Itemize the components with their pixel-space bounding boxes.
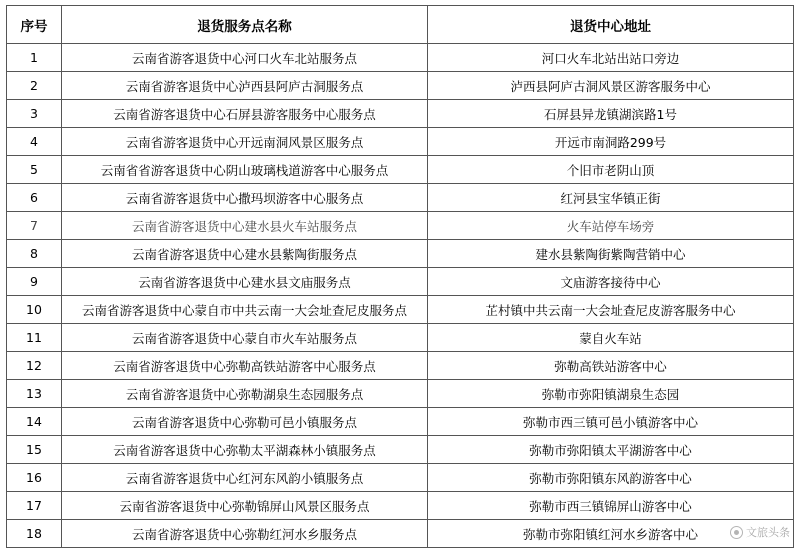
row-service-point-name: 云南省游客退货中心建水县紫陶街服务点 [62, 240, 428, 268]
row-service-point-name: 云南省游客退货中心建水县文庙服务点 [62, 268, 428, 296]
table-row [7, 352, 794, 380]
row-address: 泸西县阿庐古洞风景区游客服务中心 [428, 72, 794, 100]
table-row [7, 408, 794, 436]
row-service-point-name: 云南省游客退货中心泸西县阿庐古洞服务点 [62, 72, 428, 100]
row-index: 6 [7, 184, 62, 212]
row-index: 1 [7, 44, 62, 72]
row-index: 5 [7, 156, 62, 184]
row-service-point-name: 云南省游客退货中心弥勒可邑小镇服务点 [62, 408, 428, 436]
row-address: 石屏县异龙镇湖滨路1号 [428, 100, 794, 128]
row-service-point-name: 云南省游客退货中心石屏县游客服务中心服务点 [62, 100, 428, 128]
table-row [7, 156, 794, 184]
row-index: 9 [7, 268, 62, 296]
row-address: 个旧市老阴山顶 [428, 156, 794, 184]
header-return-center-address: 退货中心地址 [428, 6, 794, 44]
row-address: 弥勒市弥阳镇东风韵游客中心 [428, 464, 794, 492]
table-row [7, 128, 794, 156]
row-index: 15 [7, 436, 62, 464]
row-address: 开远市南洞路299号 [428, 128, 794, 156]
row-service-point-name: 云南省游客退货中心红河东风韵小镇服务点 [62, 464, 428, 492]
table-row [7, 268, 794, 296]
table-row [7, 492, 794, 520]
row-address: 红河县宝华镇正街 [428, 184, 794, 212]
row-address: 建水县紫陶街紫陶营销中心 [428, 240, 794, 268]
row-service-point-name: 云南省游客退货中心河口火车北站服务点 [62, 44, 428, 72]
row-address: 弥勒高铁站游客中心 [428, 352, 794, 380]
table-row [7, 44, 794, 72]
row-service-point-name: 云南省游客退货中心弥勒高铁站游客中心服务点 [62, 352, 428, 380]
row-service-point-name: 云南省省游客退货中心阴山玻璃栈道游客中心服务点 [62, 156, 428, 184]
row-address: 弥勒市弥阳镇红河水乡游客中心 [428, 520, 794, 548]
row-index: 13 [7, 380, 62, 408]
row-service-point-name: 云南省游客退货中心开远南洞风景区服务点 [62, 128, 428, 156]
service-points-table [6, 5, 794, 548]
row-index: 10 [7, 296, 62, 324]
row-service-point-name: 云南省游客退货中心蒙自市火车站服务点 [62, 324, 428, 352]
table-row [7, 240, 794, 268]
table-row [7, 184, 794, 212]
table-row [7, 100, 794, 128]
row-index: 14 [7, 408, 62, 436]
row-address: 弥勒市弥阳镇太平湖游客中心 [428, 436, 794, 464]
row-service-point-name: 云南省游客退货中心弥勒太平湖森林小镇服务点 [62, 436, 428, 464]
table-row [7, 380, 794, 408]
row-service-point-name: 云南省游客退货中心弥勒锦屏山风景区服务点 [62, 492, 428, 520]
row-address: 河口火车北站出站口旁边 [428, 44, 794, 72]
row-address: 弥勒市西三镇锦屏山游客中心 [428, 492, 794, 520]
row-service-point-name: 云南省游客退货中心弥勒红河水乡服务点 [62, 520, 428, 548]
row-index: 12 [7, 352, 62, 380]
row-index: 2 [7, 72, 62, 100]
row-index: 16 [7, 464, 62, 492]
row-index: 18 [7, 520, 62, 548]
row-index: 4 [7, 128, 62, 156]
watermark [730, 524, 790, 540]
row-index: 3 [7, 100, 62, 128]
table-row [7, 296, 794, 324]
row-address: 芷村镇中共云南一大会址查尼皮游客服务中心 [428, 296, 794, 324]
row-address: 文庙游客接待中心 [428, 268, 794, 296]
row-index: 17 [7, 492, 62, 520]
row-service-point-name: 云南省游客退货中心建水县火车站服务点 [62, 212, 428, 240]
table-row [7, 520, 794, 548]
table-row [7, 436, 794, 464]
table-row [7, 464, 794, 492]
row-address: 火车站停车场旁 [428, 212, 794, 240]
row-address: 蒙自火车站 [428, 324, 794, 352]
row-service-point-name: 云南省游客退货中心撒玛坝游客中心服务点 [62, 184, 428, 212]
table-row [7, 324, 794, 352]
row-address: 弥勒市西三镇可邑小镇游客中心 [428, 408, 794, 436]
table-row [7, 72, 794, 100]
circle-logo-icon [730, 526, 743, 539]
row-index: 7 [7, 212, 62, 240]
row-index: 8 [7, 240, 62, 268]
watermark-text: 文旅头条 [746, 526, 790, 539]
row-service-point-name: 云南省游客退货中心蒙自市中共云南一大会址查尼皮服务点 [62, 296, 428, 324]
row-index: 11 [7, 324, 62, 352]
table-row [7, 212, 794, 240]
row-service-point-name: 云南省游客退货中心弥勒湖泉生态园服务点 [62, 380, 428, 408]
row-address: 弥勒市弥阳镇湖泉生态园 [428, 380, 794, 408]
table-header-row [7, 6, 794, 44]
header-service-point-name: 退货服务点名称 [62, 6, 428, 44]
header-index: 序号 [7, 6, 62, 44]
